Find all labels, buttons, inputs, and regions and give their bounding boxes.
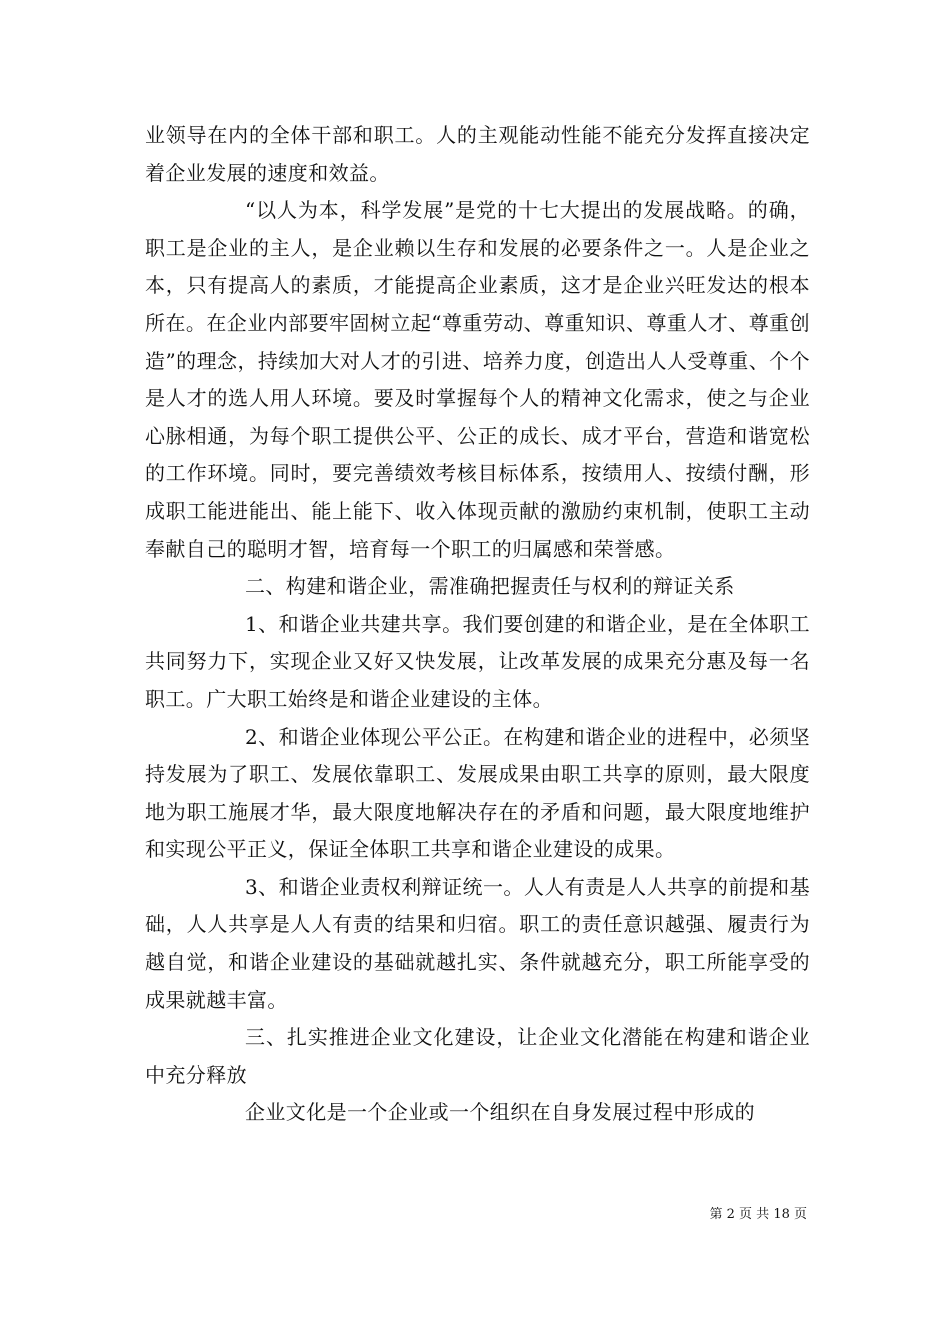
page-number-footer: 第 2 页 共 18 页 bbox=[709, 1207, 807, 1222]
document-body bbox=[145, 117, 810, 1132]
section-heading-3: 三、扎实推进企业文化建设，让企业文化潜能在构建和谐企业中充分释放 bbox=[145, 1025, 810, 1087]
paragraph-corporate-culture: 企业文化是一个企业或一个组织在自身发展过程中形成的 bbox=[245, 1100, 755, 1125]
paragraph-item-1: 1、和谐企业共建共享。我们要创建的和谐企业，是在全体职工共同努力下，实现企业又好又快发展，让改革发展的成果充分惠及每一名职工。广大职工始终是和谐企业建设的主体。 bbox=[145, 611, 810, 711]
paragraph-continuation: 业领导在内的全体干部和职工。人的主观能动性能不能充分发挥直接决定着企业发展的速度和效益。 bbox=[145, 123, 810, 185]
section-heading-2: 二、构建和谐企业，需准确把握责任与权利的辩证关系 bbox=[245, 574, 735, 599]
paragraph-item-2: 2、和谐企业体现公平公正。在构建和谐企业的进程中，必须坚持发展为了职工、发展依靠职工、发展成果由职工共享的原则，最大限度地为职工施展才华，最大限度地解决存在的矛盾和问题，最大限度地维护和实现公平正义，保证全体职工共享和谐企业建设的成果。 bbox=[145, 724, 810, 862]
paragraph-item-3: 3、和谐企业责权利辩证统一。人人有责是人人共享的前提和基础，人人共享是人人有责的结果和归宿。职工的责任意识越强、履责行为越自觉，和谐企业建设的基础就越扎实、条件就越充分，职工所能享受的成果就越丰富。 bbox=[145, 874, 810, 1012]
paragraph-people-oriented: “以人为本，科学发展”是党的十七大提出的发展战略。的确，职工是企业的主人，是企业赖以生存和发展的必要条件之一。人是企业之本，只有提高人的素质，才能提高企业素质，这才是企业兴旺发达的根本所在。在企业内部要牢固树立起“尊重劳动、尊重知识、尊重人才、尊重创造”的理念，持续加大对人才的引进、培养力度，创造出人人受尊重、个个是人才的选人用人环境。要及时掌握每个人的精神文化需求，使之与企业心脉相通，为每个职工提供公平、公正的成长、成才平台，营造和谐宽松的工作环境。同时，要完善绩效考核目标体系，按绩用人、按绩付酬，形成职工能进能出、能上能下、收入体现贡献的激励约束机制，使职工主动奉献自己的聪明才智，培育每一个职工的归属感和荣誉感。 bbox=[145, 198, 810, 561]
